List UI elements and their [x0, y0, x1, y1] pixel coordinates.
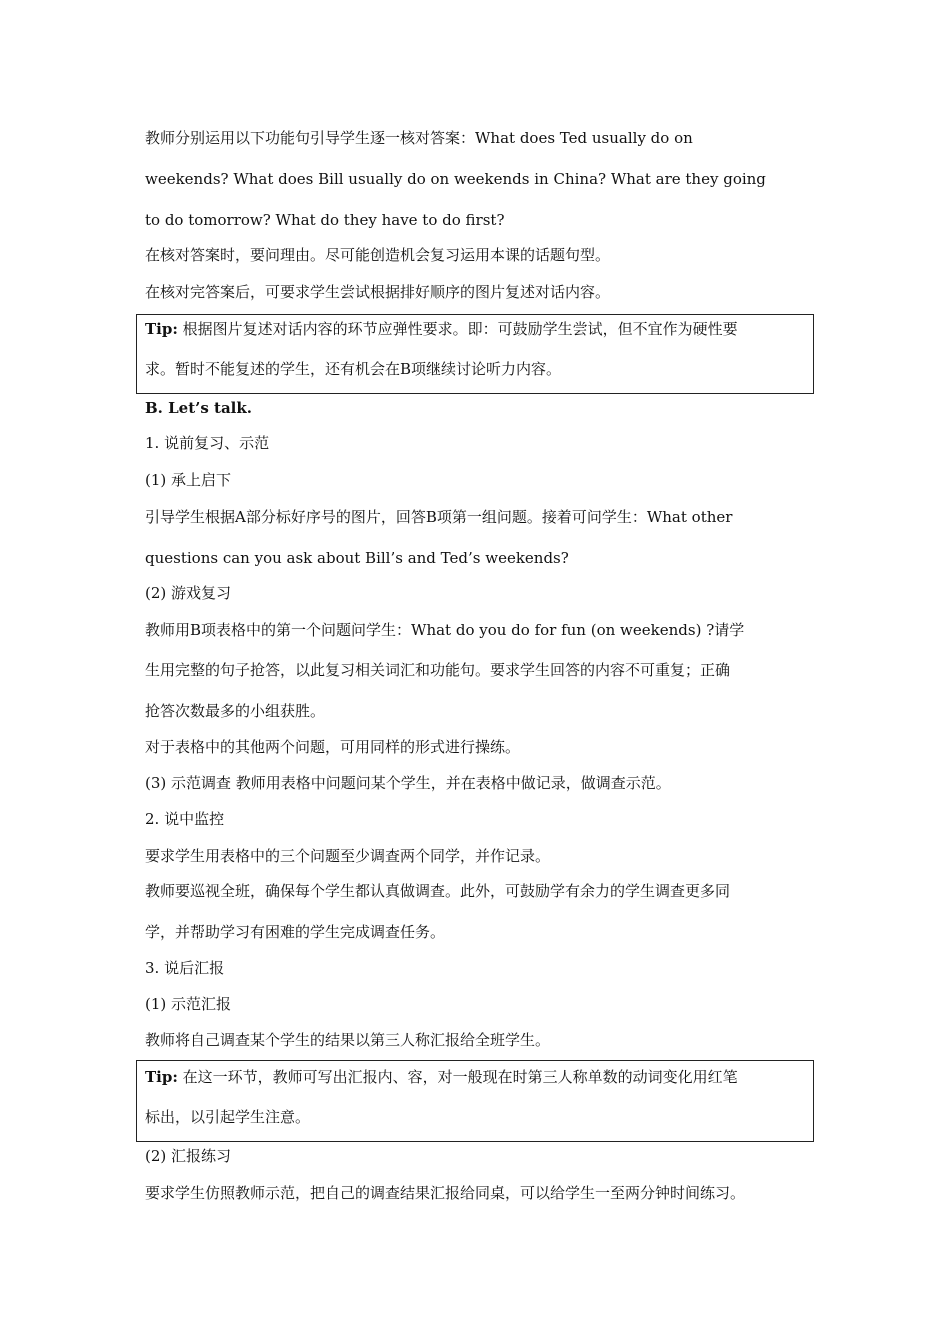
tip-line: [145, 319, 738, 339]
subheading: (2) 游戏复习: [145, 584, 232, 602]
paragraph-line: 学，并帮助学习有困难的学生完成调查任务。: [145, 923, 446, 941]
subheading: (1) 承上启下: [145, 471, 232, 489]
paragraph: 要求学生仿照教师示范，把自己的调查结果汇报给同桌，可以给学生一至两分钟时间练习。: [145, 1184, 746, 1202]
tip-box: [136, 314, 814, 394]
paragraph: 要求学生用表格中的三个问题至少调查两个同学，并作记录。: [145, 847, 551, 865]
subheading: 1. 说前复习、示范: [145, 434, 270, 452]
paragraph-line: 抢答次数最多的小组获胜。: [145, 702, 326, 720]
subheading: (3) 示范调查 教师用表格中问题问某个学生，并在表格中做记录，做调查示范。: [145, 774, 671, 792]
tip-line: 求。暂时不能复述的学生，还有机会在B项继续讨论听力内容。: [145, 360, 562, 378]
paragraph-line: 教师用B项表格中的第一个问题问学生：What do you do for fun (on weekends) ?请学: [145, 621, 745, 639]
subheading: (2) 汇报练习: [145, 1147, 232, 1165]
tip-line: [145, 1067, 738, 1087]
paragraph-line: 引导学生根据A部分标好序号的图片，回答B项第一组问题。接着可问学生：What other: [145, 508, 733, 526]
paragraph: 在核对答案时，要问理由。尽可能创造机会复习运用本课的话题句型。: [145, 246, 611, 264]
subheading: 3. 说后汇报: [145, 959, 225, 977]
subheading: (1) 示范汇报: [145, 995, 232, 1013]
tip-label: Tip:: [145, 1068, 178, 1086]
paragraph-line: 生用完整的句子抢答，以此复习相关词汇和功能句。要求学生回答的内容不可重复；正确: [145, 661, 731, 679]
paragraph-line: to do tomorrow? What do they have to do first?: [145, 211, 505, 229]
paragraph: 在核对完答案后，可要求学生尝试根据排好顺序的图片复述对话内容。: [145, 283, 611, 301]
paragraph-line: weekends? What does Bill usually do on weekends in China? What are they going: [145, 170, 766, 188]
paragraph-line: questions can you ask about Bill’s and Ted’s weekends?: [145, 549, 569, 567]
tip-text: 根据图片复述对话内容的环节应弹性要求。即：可鼓励学生尝试，但不宜作为硬性要: [177, 320, 738, 338]
tip-label: Tip:: [145, 320, 178, 338]
paragraph: 教师将自己调查某个学生的结果以第三人称汇报给全班学生。: [145, 1031, 551, 1049]
tip-line: 标出，以引起学生注意。: [145, 1108, 311, 1126]
paragraph-line: 教师分别运用以下功能句引导学生逐一核对答案：What does Ted usually do on: [145, 129, 693, 147]
paragraph: 对于表格中的其他两个问题，可用同样的形式进行操练。: [145, 738, 521, 756]
paragraph-line: 教师要巡视全班，确保每个学生都认真做调查。此外，可鼓励学有余力的学生调查更多同: [145, 882, 731, 900]
tip-text: 在这一环节，教师可写出汇报内、容，对一般现在时第三人称单数的动词变化用红笔: [177, 1068, 738, 1086]
subheading: 2. 说中监控: [145, 810, 225, 828]
section-heading: B. Let’s talk.: [145, 399, 252, 417]
tip-box: [136, 1060, 814, 1142]
